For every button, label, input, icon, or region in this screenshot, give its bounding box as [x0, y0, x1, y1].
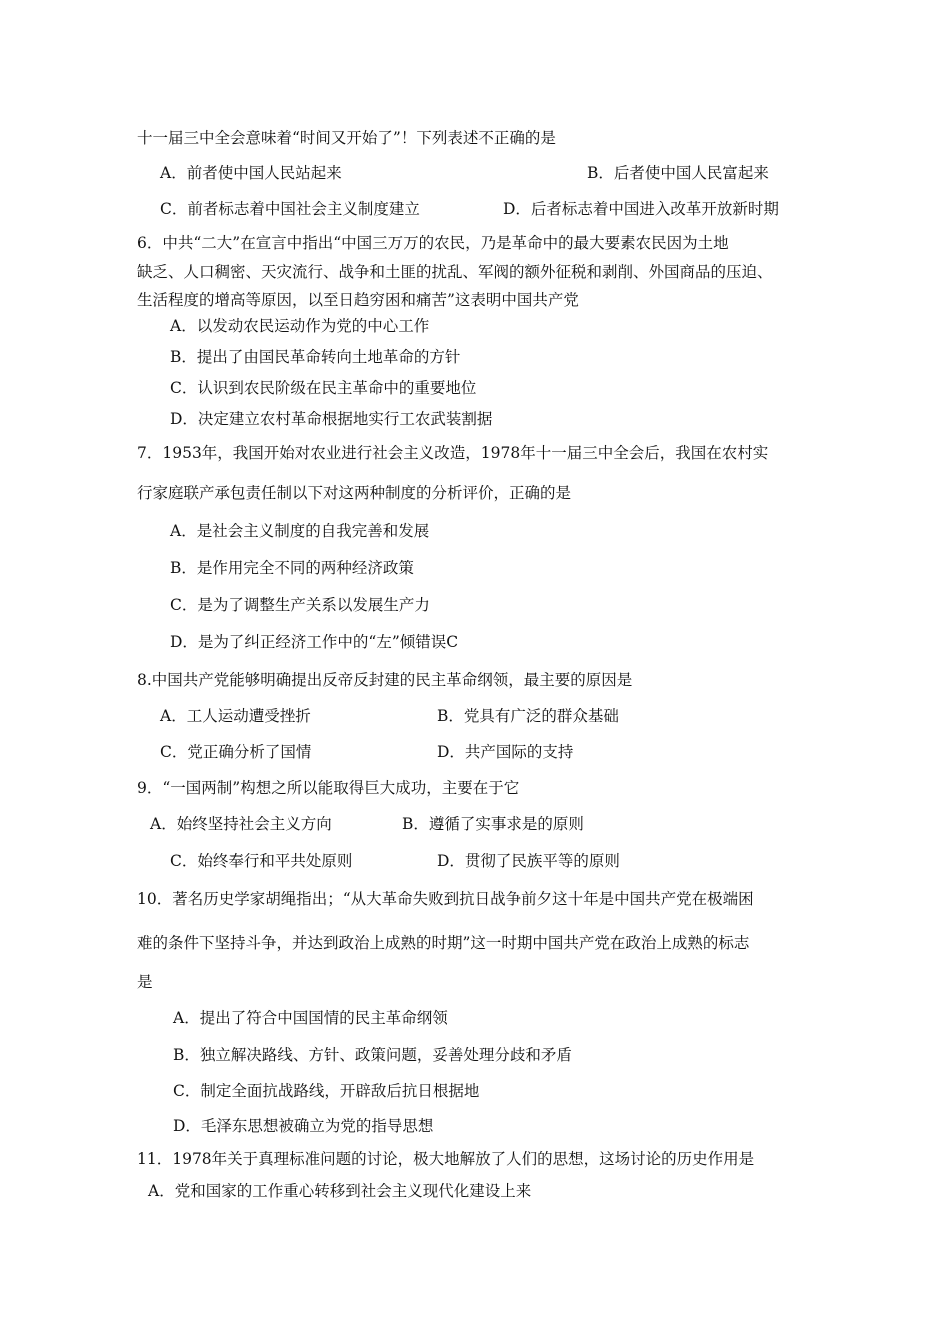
- q6-option-a: A．以发动农民运动作为党的中心工作: [170, 317, 430, 335]
- q7-option-c: C．是为了调整生产关系以发展生产力: [170, 596, 430, 614]
- q9-stem: 9．“一国两制”构想之所以能取得巨大成功，主要在于它: [137, 779, 520, 797]
- q10-stem-line-3: 是: [137, 973, 153, 991]
- q8-option-a: A．工人运动遭受挫折: [160, 707, 311, 725]
- q8-stem: 8.中国共产党能够明确提出反帝反封建的民主革命纲领，最主要的原因是: [137, 671, 633, 689]
- q9-option-c: C．始终奉行和平共处原则: [170, 852, 353, 870]
- q6-option-b: B．提出了由国民革命转向土地革命的方针: [170, 348, 461, 366]
- q5-option-b: B．后者使中国人民富起来: [587, 164, 769, 182]
- q7-stem-line-1: 7．1953年，我国开始对农业进行社会主义改造，1978年十一届三中全会后，我国在农村实: [137, 444, 769, 462]
- q6-option-c: C．认识到农民阶级在民主革命中的重要地位: [170, 379, 477, 397]
- q10-option-a: A．提出了符合中国国情的民主革命纲领: [173, 1009, 448, 1027]
- q6-stem-line-1: 6．中共“二大”在宣言中指出“中国三万万的农民，乃是革命中的最大要素农民因为土地: [137, 234, 729, 252]
- q7-option-d: D．是为了纠正经济工作中的“左”倾错误C: [170, 633, 459, 651]
- q7-option-a: A．是社会主义制度的自我完善和发展: [170, 522, 430, 540]
- q6-option-d: D．决定建立农村革命根据地实行工农武装割据: [170, 410, 493, 428]
- q5-option-c: C．前者标志着中国社会主义制度建立: [160, 200, 420, 218]
- q11-stem: 11．1978年关于真理标准问题的讨论，极大地解放了人们的思想，这场讨论的历史作用是: [137, 1150, 755, 1168]
- q8-option-c: C．党正确分析了国情: [160, 743, 312, 761]
- q7-stem-line-2: 行家庭联产承包责任制以下对这两种制度的分析评价，正确的是: [137, 484, 572, 502]
- q5-option-a: A．前者使中国人民站起来: [160, 164, 342, 182]
- q11-option-a: A．党和国家的工作重心转移到社会主义现代化建设上来: [148, 1182, 532, 1200]
- q10-stem-line-2: 难的条件下坚持斗争，并达到政治上成熟的时期”这一时期中国共产党在政治上成熟的标志: [137, 934, 750, 952]
- q10-option-b: B．独立解决路线、方针、政策问题，妥善处理分歧和矛盾: [173, 1046, 572, 1064]
- intro-line: 十一届三中全会意味着“时间又开始了”！下列表述不正确的是: [137, 129, 556, 147]
- q7-option-b: B．是作用完全不同的两种经济政策: [170, 559, 414, 577]
- q10-option-d: D．毛泽东思想被确立为党的指导思想: [173, 1117, 434, 1135]
- q9-option-b: B．遵循了实事求是的原则: [402, 815, 584, 833]
- q8-option-d: D．共产国际的支持: [437, 743, 574, 761]
- q6-stem-line-2: 缺乏、人口稠密、天灾流行、战争和土匪的扰乱、军阀的额外征税和剥削、外国商品的压迫、: [137, 263, 773, 281]
- q10-stem-line-1: 10．著名历史学家胡绳指出；“从大革命失败到抗日战争前夕这十年是中国共产党在极端困: [137, 890, 754, 908]
- q8-option-b: B．党具有广泛的群众基础: [437, 707, 619, 725]
- q6-stem-line-3: 生活程度的增高等原因，以至日趋穷困和痛苦”这表明中国共产党: [137, 291, 579, 309]
- q9-option-a: A．始终坚持社会主义方向: [150, 815, 332, 833]
- q5-option-d: D．后者标志着中国进入改革开放新时期: [503, 200, 779, 218]
- q10-option-c: C．制定全面抗战路线，开辟敌后抗日根据地: [173, 1082, 480, 1100]
- q9-option-d: D．贯彻了民族平等的原则: [437, 852, 620, 870]
